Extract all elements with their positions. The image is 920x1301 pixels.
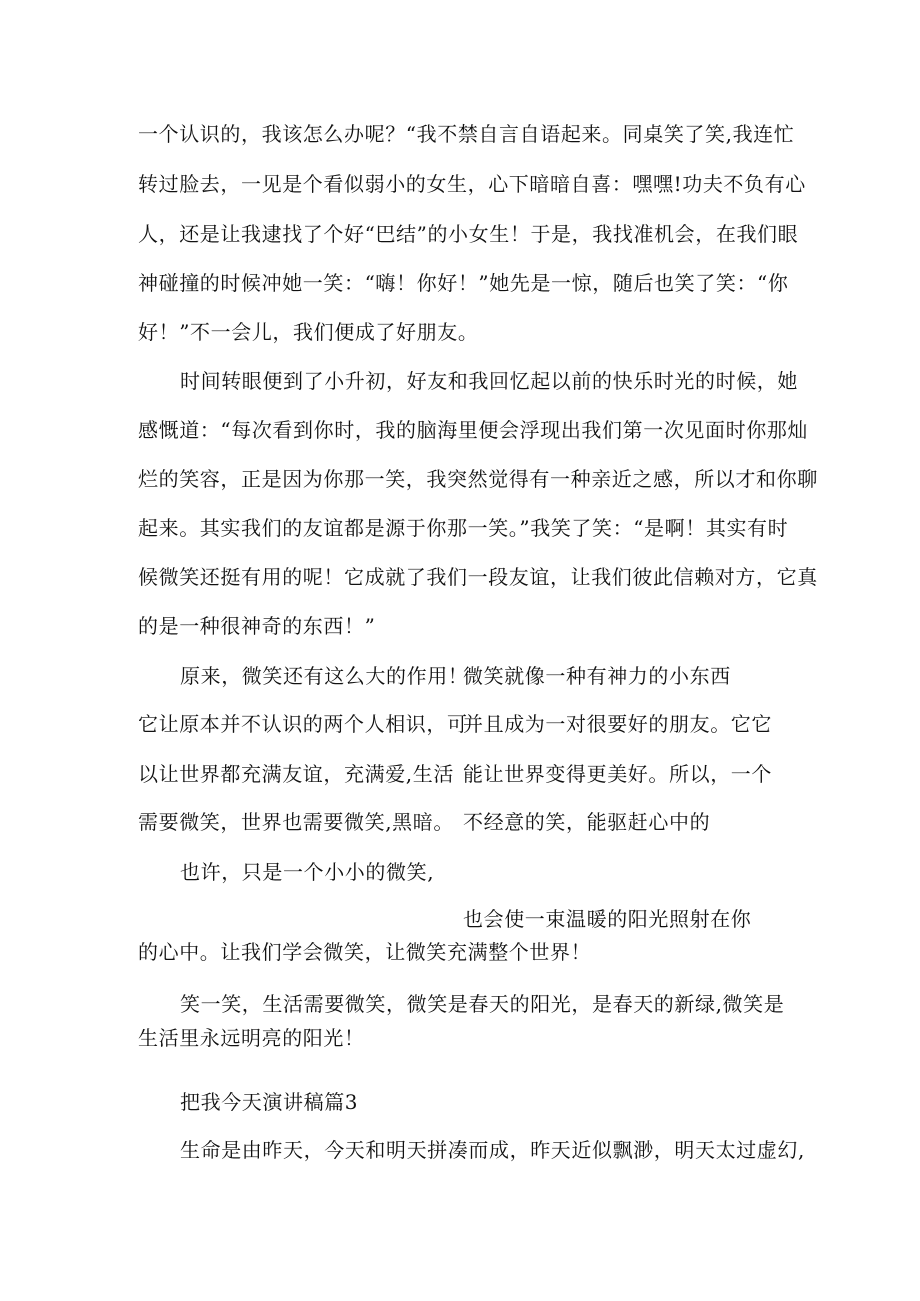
paragraph-line: 的是一种很神奇的东西！” (138, 614, 376, 638)
paragraph-line: 转过脸去，一见是个看似弱小的女生，心下暗暗自喜：嘿嘿!功夫不负有心 (138, 172, 806, 196)
paragraph-line: 感慨道：“每次看到你时，我的脑海里便会浮现出我们第一次见面时你那灿 (138, 418, 809, 442)
paragraph-line: 生活里永远明亮的阳光！ (138, 1026, 365, 1050)
paragraph-line: 的心中。让我们学会微笑，让微笑充满整个世界！ (138, 940, 592, 964)
paragraph-line: 生命是由昨天，今天和明天拼凑而成，昨天近似飘渺，明天太过虚幻, (180, 1138, 805, 1162)
paragraph-line: 笑一笑，生活需要微笑，微笑是春天的阳光，是春天的新绿,微笑是 (180, 992, 785, 1016)
paragraph-line: 人，还是让我逮找了个好“巴结”的小女生！于是，我找准机会，在我们眼 (138, 222, 799, 246)
column-line-left: 它让原本并不认识的两个人相识，可 (138, 712, 468, 736)
column-line-left: 以让世界都充满友谊，充满爱,生活 (138, 762, 454, 786)
column-line-right: 能让世界变得更美好。所以，一个 (463, 762, 772, 786)
paragraph-line: 起来。其实我们的友谊都是源于你那一笑。”我笑了笑：“是啊！其实有时 (138, 516, 789, 540)
column-line-right: 也会使一束温暖的阳光照射在你 (463, 907, 752, 931)
column-line-right: 并且成为一对很要好的朋友。它它 (463, 712, 772, 736)
paragraph-line: 也许，只是一个小小的微笑, (180, 860, 435, 884)
paragraph-line: 烂的笑容，正是因为你那一笑，我突然觉得有一种亲近之感，所以才和你聊 (138, 467, 818, 491)
column-line-left: 需要微笑，世界也需要微笑,黑暗。 (138, 810, 454, 834)
paragraph-line: 时间转眼便到了小升初，好友和我回忆起以前的快乐时光的时候，她 (180, 369, 798, 393)
paragraph-line: 神碰撞的时候冲她一笑：“嗨！你好！”她先是一惊，随后也笑了笑：“你 (138, 271, 789, 295)
column-line-left: 原来，微笑还有这么大的作用！ (180, 664, 469, 688)
paragraph-line: 好！”不一会儿，我们便成了好朋友。 (138, 320, 479, 344)
column-line-right: 不经意的笑，能驱赶心中的 (463, 810, 711, 834)
paragraph-line: 候微笑还挺有用的呢！它成就了我们一段友谊，让我们彼此信赖对方，它真 (138, 565, 818, 589)
column-line-right: 微笑就像一种有神力的小东西 (463, 664, 731, 688)
paragraph-line: 一个认识的，我该怎么办呢？“我不禁自言自语起来。同桌笑了笑,我连忙 (138, 122, 795, 146)
section-heading: 把我今天演讲稿篇3 (180, 1090, 359, 1114)
